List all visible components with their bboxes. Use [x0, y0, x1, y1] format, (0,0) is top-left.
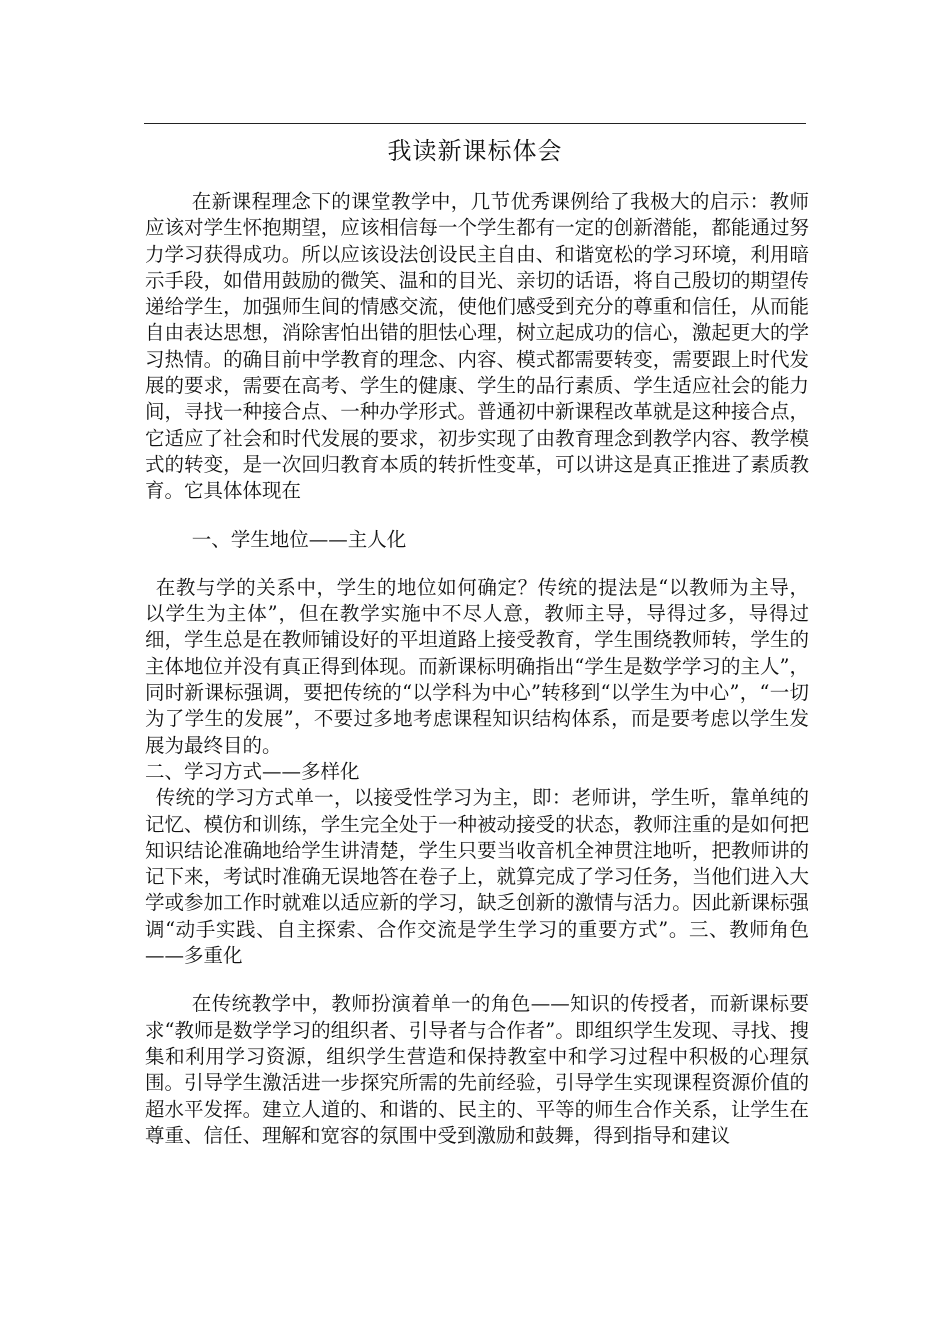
document-body	[145, 189, 809, 1149]
teacher-role-paragraph: 在传统教学中，教师扮演着单一的角色——知识的传授者，而新课标要求“教师是数学学习的组织者、引导者与合作者”。即组织学生发现、寻找、搜集和利用学习资源，组织学生营造和保持教室中和学习过程中积极的心理氛围。引导学生激活进一步探究所需的先前经验，引导学生实现课程资源价值的超水平发挥。建立人道的、和谐的、民主的、平等的师生合作关系，让学生在尊重、信任、理解和宽容的氛围中受到激励和鼓舞，得到指导和建议	[145, 992, 809, 1147]
header-rule	[144, 123, 806, 124]
student-status-paragraph: 在教与学的关系中，学生的地位如何确定？传统的提法是“以教师为主导，以学生为主体”，但在教学实施中不尽人意，教师主导，导得过多，导得过细，学生总是在教师铺设好的平坦道路上接受教育，学生围绕教师转，学生的主体地位并没有真正得到体现。而新课标明确指出“学生是数学学习的主人”，同时新课标强调，要把传统的“以学科为中心”转移到“以学生为中心”，“一切为了学生的发展”，不要过多地考虑课程知识结构体系，而是要考虑以学生发展为最终目的。	[145, 575, 809, 757]
section-heading-learning-mode: 二、学习方式——多样化	[145, 759, 360, 783]
section-heading-student-status: 一、学生地位——主人化	[191, 527, 407, 551]
intro-paragraph: 在新课程理念下的课堂教学中，几节优秀课例给了我极大的启示：教师应该对学生怀抱期望，应该相信每一个学生都有一定的创新潜能，都能通过努力学习获得成功。所以应该设法创设民主自由、和谐宽松的学习环境，利用暗示手段，如借用鼓励的微笑、温和的目光、亲切的话语，将自己殷切的期望传递给学生，加强师生间的情感交流，使他们感受到充分的尊重和信任，从而能自由表达思想，消除害怕出错的胆怯心理，树立起成功的信心，激起更大的学习热情。的确目前中学教育的理念、内容、模式都需要转变，需要跟上时代发展的要求，需要在高考、学生的健康、学生的品行素质、学生适应社会的能力间，寻找一种接合点、一种办学形式。普通初中新课程改革就是这种接合点，它适应了社会和时代发展的要求，初步实现了由教育理念到教学内容、教学模式的转变，是一次回归教育本质的转折性变革，可以讲这是真正推进了素质教育。它具体体现在	[145, 190, 809, 503]
document-title: 我读新课标体会	[387, 137, 563, 165]
learning-mode-paragraph: 传统的学习方式单一，以接受性学习为主，即：老师讲，学生听，靠单纯的记忆、模仿和训练，学生完全处于一种被动接受的状态，教师注重的是如何把知识结论准确地给学生讲清楚，学生只要当收音机全神贯注地听，把教师讲的记下来，考试时准确无误地答在卷子上，就算完成了学习任务，当他们进入大学或参加工作时就难以适应新的学习，缺乏创新的激情与活力。因此新课标强调“动手实践、自主探索、合作交流是学生学习的重要方式”。三、教师角色——多重化	[145, 786, 809, 968]
